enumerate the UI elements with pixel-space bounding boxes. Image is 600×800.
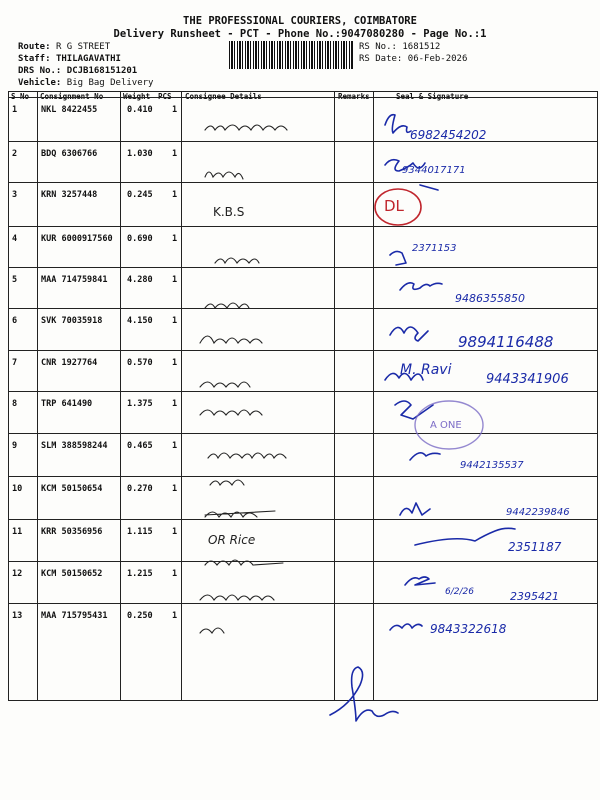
table-cell-consignment: TRP 641490 [41, 399, 93, 409]
table-cell-weight: 4.280 [127, 275, 153, 285]
table-cell-sno: 5 [12, 275, 18, 285]
table-cell-pcs: 1 [172, 569, 178, 579]
signature-phone-row11: 2351187 [508, 540, 562, 554]
table-cell-consignment: KUR 6000917560 [41, 234, 113, 244]
delivered-stamp-text: DL [384, 197, 404, 215]
table-cell-weight: 0.245 [127, 190, 153, 200]
signature-phone-row2: 9344017171 [402, 165, 466, 176]
company-round-stamp-text: A ONE [430, 420, 462, 431]
signature-phone-row7: 9443341906 [486, 372, 569, 387]
handwritten-consignee-names [200, 115, 320, 645]
table-cell-pcs: 1 [172, 441, 178, 451]
table-cell-consignment: SLM 388598244 [41, 441, 108, 451]
table-cell-sno: 6 [12, 316, 18, 326]
col-header-consignment: Consignment No [40, 92, 104, 101]
table-cell-sno: 9 [12, 441, 18, 451]
signature-phone-row5: 9486355850 [455, 292, 525, 305]
signature-phone-row6: 9894116488 [458, 333, 554, 351]
signature-name-row7: M. Ravi [400, 362, 452, 378]
table-cell-sno: 2 [12, 149, 18, 159]
signature-phone-row10: 9442239846 [506, 507, 570, 518]
table-cell-pcs: 1 [172, 527, 178, 537]
rs-no-field: RS No.: 1681512 [359, 42, 441, 52]
table-cell-consignment: CNR 1927764 [41, 358, 98, 368]
table-cell-pcs: 1 [172, 484, 178, 494]
staff-signature [320, 660, 430, 740]
table-cell-weight: 0.410 [127, 105, 153, 115]
table-cell-consignment: MAA 714759841 [41, 275, 108, 285]
signature-phone-row1: 6982454202 [410, 128, 487, 142]
col-header-weight: Weight [123, 92, 151, 101]
table-cell-pcs: 1 [172, 275, 178, 285]
table-cell-weight: 1.030 [127, 149, 153, 159]
table-cell-sno: 7 [12, 358, 18, 368]
col-header-sno: S No [11, 92, 30, 101]
staff-field: Staff: THILAGAVATHI [18, 54, 121, 64]
table-cell-consignment: BDQ 6306766 [41, 149, 98, 159]
table-cell-weight: 1.375 [127, 399, 153, 409]
table-cell-consignment: SVK 70035918 [41, 316, 103, 326]
vehicle-field: Vehicle: Big Bag Delivery [18, 78, 154, 88]
table-cell-consignment: KCM 50150654 [41, 484, 103, 494]
table-cell-consignment: MAA 715795431 [41, 611, 108, 621]
table-cell-weight: 4.150 [127, 316, 153, 326]
route-field: Route: R G STREET [18, 42, 111, 52]
barcode-image [229, 41, 353, 69]
table-cell-weight: 0.570 [127, 358, 153, 368]
col-header-pcs: PCS [158, 92, 172, 101]
table-cell-consignment: NKL 8422455 [41, 105, 98, 115]
table-cell-pcs: 1 [172, 105, 178, 115]
table-cell-weight: 0.465 [127, 441, 153, 451]
company-title: THE PROFESSIONAL COURIERS, COIMBATORE [183, 15, 417, 27]
table-cell-pcs: 1 [172, 611, 178, 621]
table-cell-weight: 1.215 [127, 569, 153, 579]
table-cell-pcs: 1 [172, 316, 178, 326]
table-cell-pcs: 1 [172, 234, 178, 244]
col-header-consignee: Consignee Details [185, 92, 262, 101]
table-cell-sno: 11 [12, 527, 23, 537]
rs-date-field: RS Date: 06-Feb-2026 [359, 54, 468, 64]
table-cell-sno: 12 [12, 569, 23, 579]
runsheet-subtitle: Delivery Runsheet - PCT - Phone No.:9047080280 - Page No.:1 [113, 28, 487, 40]
signature-date-row12: 6/2/26 [445, 587, 474, 597]
table-cell-sno: 4 [12, 234, 18, 244]
table-cell-sno: 3 [12, 190, 18, 200]
row-divider [8, 97, 598, 98]
table-cell-weight: 1.115 [127, 527, 153, 537]
col-header-seal: Seal & Signature [396, 92, 469, 101]
table-cell-consignment: KRN 3257448 [41, 190, 98, 200]
consignee-name-row3: K.B.S [213, 205, 245, 219]
table-cell-sno: 1 [12, 105, 18, 115]
drs-field: DRS No.: DCJB168151201 [18, 66, 138, 76]
table-cell-pcs: 1 [172, 358, 178, 368]
col-header-remarks: Remarks [338, 92, 370, 101]
table-cell-pcs: 1 [172, 149, 178, 159]
table-cell-consignment: KCM 50150652 [41, 569, 103, 579]
table-cell-sno: 8 [12, 399, 18, 409]
table-cell-consignment: KRR 50356956 [41, 527, 103, 537]
signature-phone-row4: 2371153 [412, 243, 457, 254]
table-cell-sno: 13 [12, 611, 23, 621]
table-cell-sno: 10 [12, 484, 23, 494]
table-cell-weight: 0.270 [127, 484, 153, 494]
signature-phone-row13: 9843322618 [430, 622, 507, 636]
table-cell-weight: 0.690 [127, 234, 153, 244]
table-cell-pcs: 1 [172, 399, 178, 409]
table-cell-pcs: 1 [172, 190, 178, 200]
signature-phone-row12: 2395421 [510, 590, 559, 603]
consignee-name-row11: OR Rice [208, 533, 256, 547]
table-cell-weight: 0.250 [127, 611, 153, 621]
signature-phone-row9: 9442135537 [460, 460, 524, 471]
